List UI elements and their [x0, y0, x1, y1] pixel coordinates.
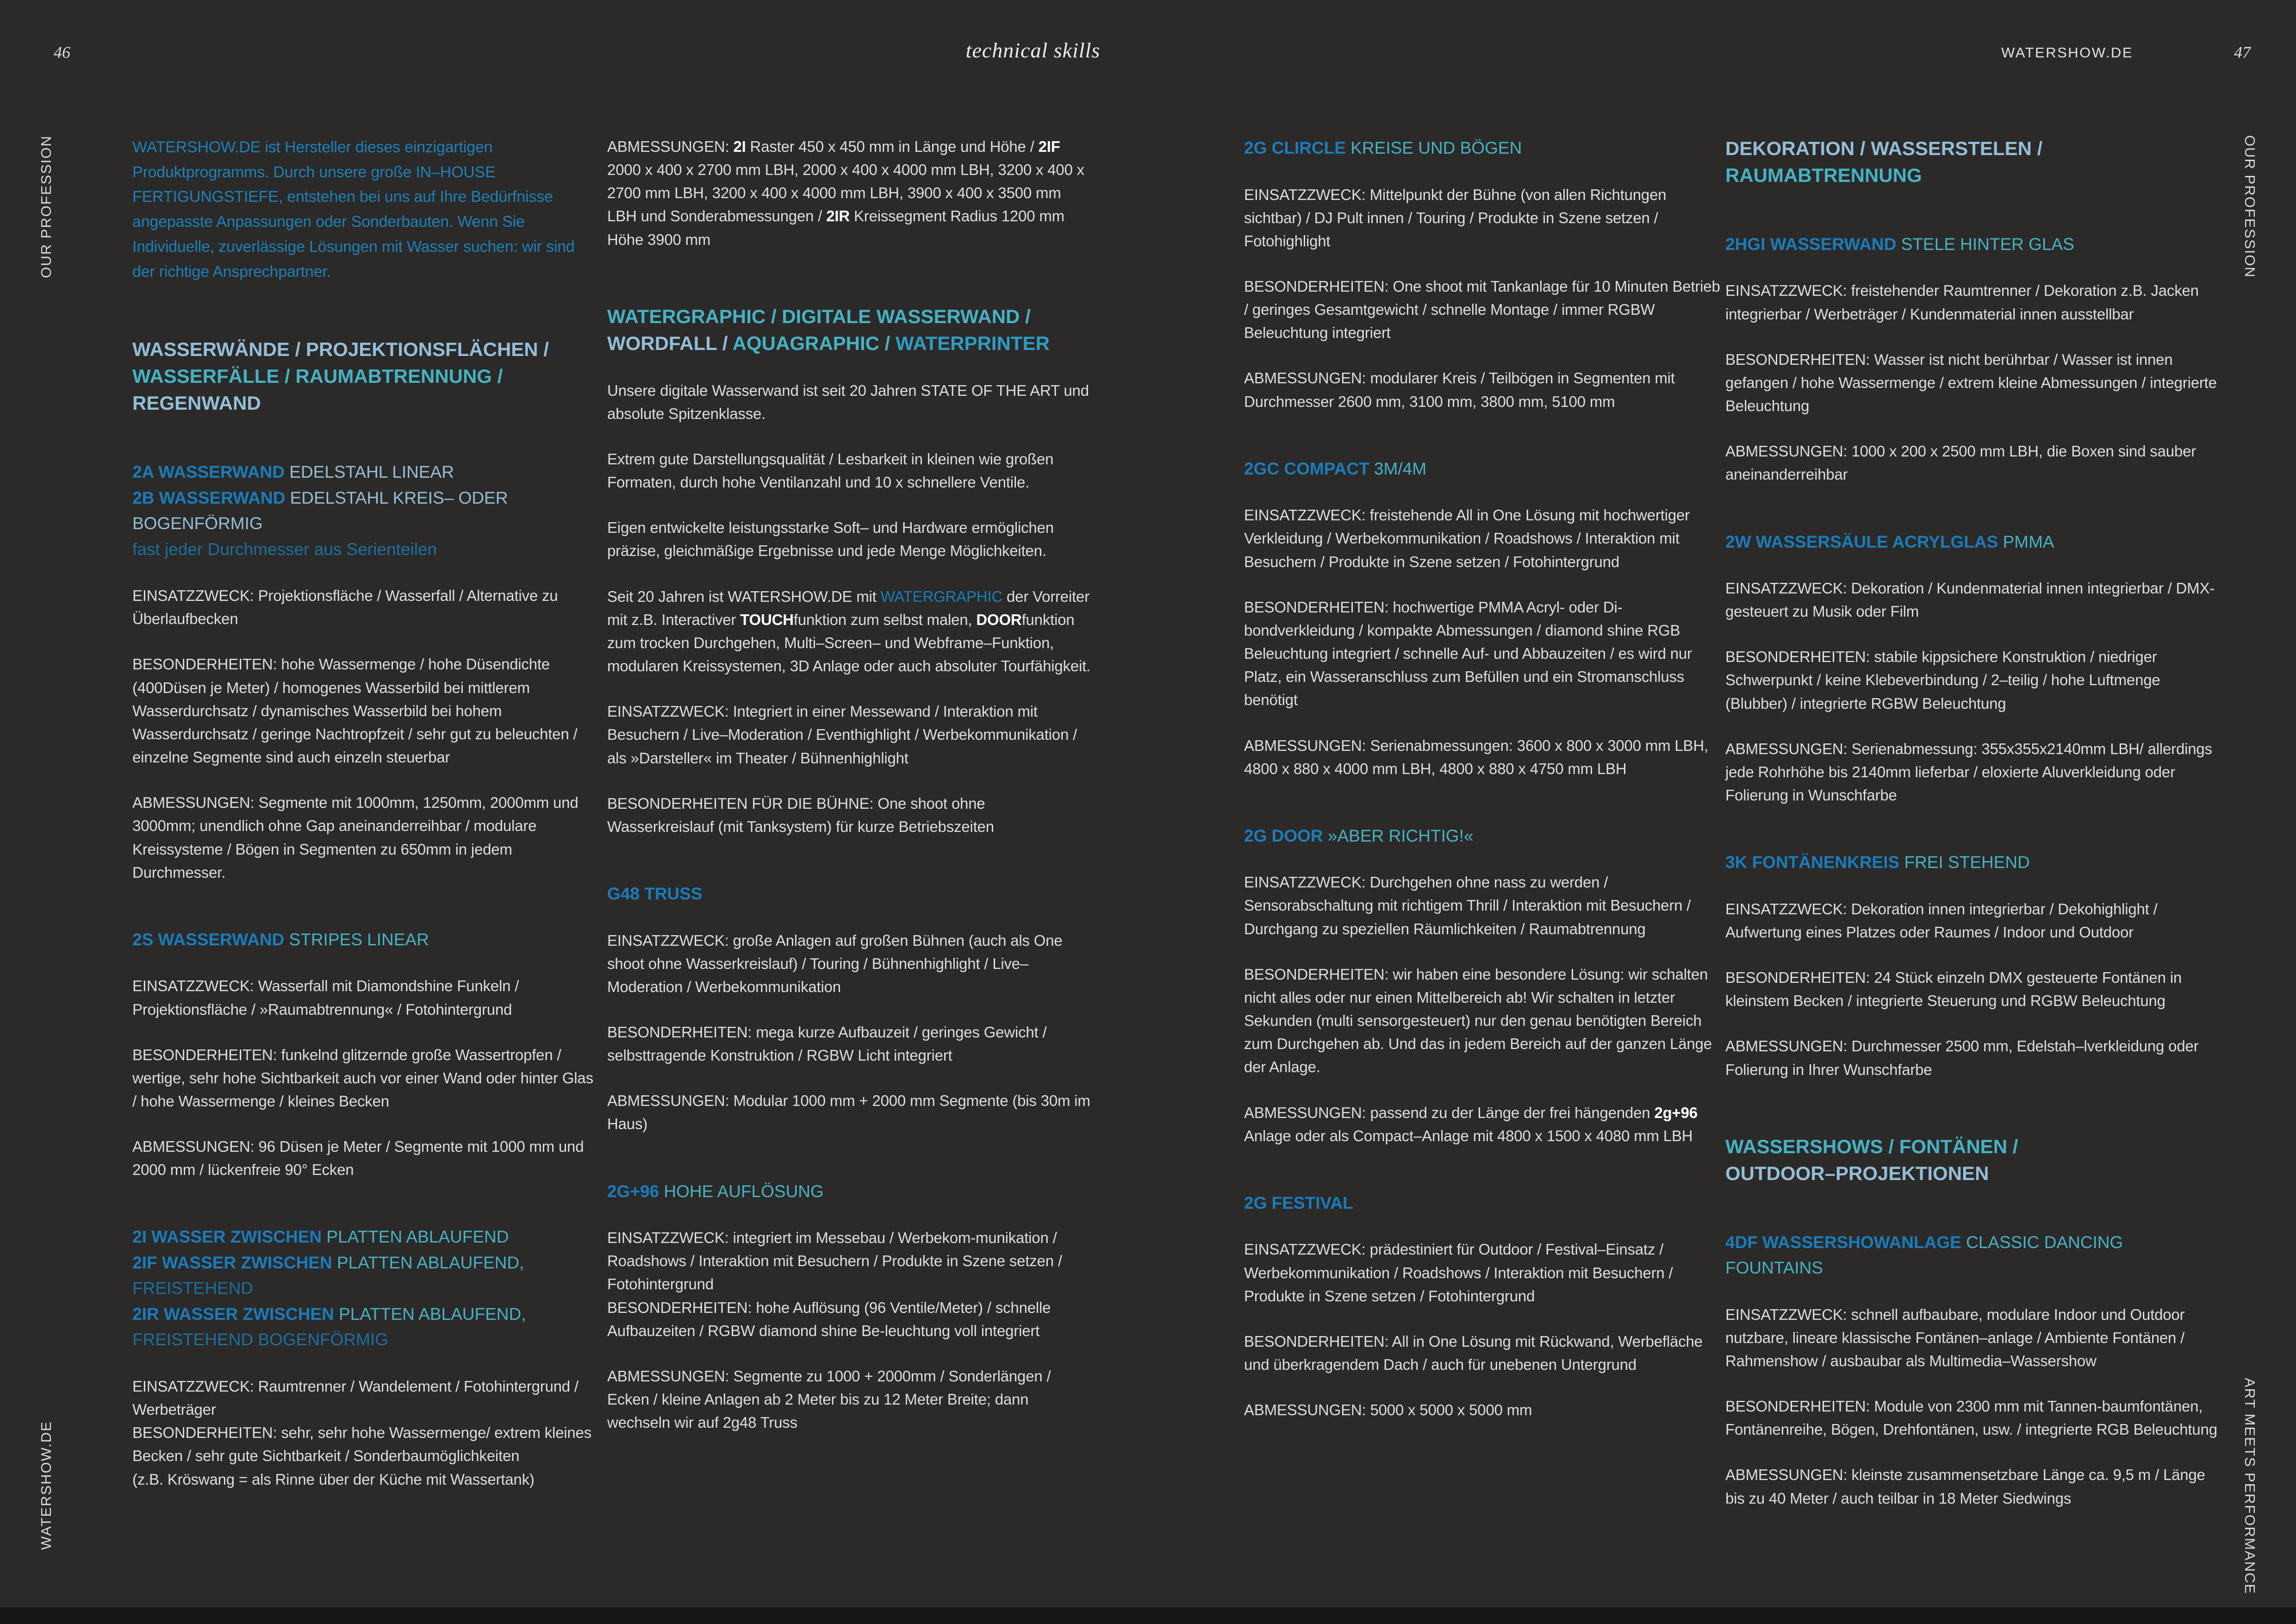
page-number-left: 46: [54, 43, 70, 62]
paragraph: BESONDERHEITEN: sehr, sehr hohe Wassermenge/ extrem kleines Becken / sehr gute Sichtbarkeit / Sonderbaumöglichkeiten: [132, 1424, 592, 1465]
product-heading: [1244, 823, 1726, 849]
product-heading: [132, 459, 595, 562]
section-heading: [132, 336, 595, 417]
paragraph: ABMESSUNGEN: Modular 1000 mm + 2000 mm Segmente (bis 30m im Haus): [607, 1092, 1090, 1133]
heading-line: OUTDOOR–PROJEKTIONEN: [1725, 1162, 1989, 1184]
paragraph: BESONDERHEITEN: wir haben eine besondere Lösung: wir schalten nicht alles oder nur einen Mittelbereich ab! Wir schalten in letzter Sekunden (multi sensorgesteuert) nur den genau benötigten Bereich zum Durchgehen ab. Und das in jedem Bereich auf der ganzen Länge der Anlage.: [1244, 965, 1712, 1076]
heading-line: 2I WASSER ZWISCHEN PLATTEN ABLAUFEND: [132, 1227, 509, 1247]
footer-strip: [0, 1607, 2296, 1624]
rail-left-top: OUR PROFESSION: [38, 135, 54, 278]
paragraph: ABMESSUNGEN: 5000 x 5000 x 5000 mm: [1244, 1401, 1532, 1419]
product-heading: [1244, 135, 1726, 161]
paragraph: ABMESSUNGEN: Segmente mit 1000mm, 1250mm, 2000mm und 3000mm; unendlich ohne Gap aneinanderreihbar / modulare Kreissysteme / Bögen in Segmenten zu 650mm in jedem Durchmesser.: [132, 794, 579, 881]
paragraph: BESONDERHEITEN: All in One Lösung mit Rückwand, Werbefläche und überkragendem Dach / auch für unebenen Untergrund: [1244, 1332, 1703, 1373]
heading-line: 2HGI WASSERWAND STELE HINTER GLAS: [1725, 234, 2074, 254]
section-heading: [1725, 135, 2224, 189]
paragraph: BESONDERHEITEN FÜR DIE BÜHNE: One shoot ohne Wasserkreislauf (mit Tanksystem) für kurze Betriebszeiten: [607, 794, 994, 835]
heading-line: BOGENFÖRMIG: [132, 514, 263, 533]
paragraph: ABMESSUNGEN: Durchmesser 2500 mm, Edelstah–lverkleidung oder Folierung in Ihrer Wunschfarbe: [1725, 1037, 2199, 1078]
heading-line: RAUMABTRENNUNG: [1725, 164, 1922, 186]
section-heading: [607, 303, 1094, 357]
paragraph: EINSATZZWECK: Wasserfall mit Diamondshine Funkeln / Projektionsfläche / »Raumabtrennung« / Fotohintergrund: [132, 977, 519, 1018]
heading-line: WASSERFÄLLE / RAUMABTRENNUNG /: [132, 365, 503, 387]
heading-line: 2W WASSERSÄULE ACRYLGLAS PMMA: [1725, 532, 2054, 551]
paragraph: EINSATZZWECK: schnell aufbaubare, modulare Indoor und Outdoor nutzbare, lineare klassische Fontänen–anlage / Ambiente Fontänen / Rahmenshow / ausbaubar als Multimedia–Wassershow: [1725, 1305, 2185, 1369]
heading-line: 2GC COMPACT 3M/4M: [1244, 459, 1427, 478]
column-4: [1725, 135, 2224, 1510]
heading-line: 2G FESTIVAL: [1244, 1193, 1353, 1212]
product-heading: [1725, 529, 2224, 555]
paragraph: EINSATZZWECK: Projektionsfläche / Wasserfall / Alternative zu Überlaufbecken: [132, 587, 558, 628]
heading-line: G48 TRUSS: [607, 884, 703, 904]
page-number-right: 47: [2234, 43, 2251, 62]
paragraph: ABMESSUNGEN: passend zu der Länge der frei hängenden 2g+96 Anlage oder als Compact–Anlage mit 4800 x 1500 x 4080 mm LBH: [1244, 1104, 1698, 1144]
rail-left-bottom: WATERSHOW.DE: [38, 1421, 54, 1550]
paragraph: BESONDERHEITEN: One shoot mit Tankanlage für 10 Minuten Betrieb / geringes Gesamtgewicht / schnelle Montage / immer RGBW Beleuchtung integriert: [1244, 277, 1720, 342]
rail-right-top: OUR PROFESSION: [2242, 135, 2258, 278]
column-1: [132, 135, 595, 1491]
heading-line: WORDFALL / AQUAGRAPHIC / WATERPRINTER: [607, 332, 1050, 354]
heading-line: 3K FONTÄNENKREIS FREI STEHEND: [1725, 853, 2030, 872]
paragraph: (z.B. Kröswang = als Rinne über der Küche mit Wassertank): [132, 1470, 535, 1488]
paragraph: EINSATZZWECK: große Anlagen auf großen Bühnen (auch als One shoot ohne Wasserkreislauf) / Touring / Bühnenhighlight / Live–Moderation / Werbekommunikation: [607, 931, 1063, 995]
product-heading: [1725, 1230, 2224, 1281]
paragraph: BESONDERHEITEN: hochwertige PMMA Acryl- oder Di-bondverkleidung / kompakte Abmessungen / diamond shine RGB Beleuchtung integriert / schnelle Auf- und Abbauzeiten / es wird nur Platz, ein Wasseranschluss zum Befüllen und ein Stromanschluss benötigt: [1244, 598, 1692, 709]
heading-line: 2A WASSERWAND EDELSTAHL LINEAR: [132, 462, 454, 482]
heading-line: WASSERWÄNDE / PROJEKTIONSFLÄCHEN /: [132, 338, 549, 361]
product-heading: [1725, 849, 2224, 875]
paragraph: Extrem gute Darstellungsqualität / Lesbarkeit in kleinen wie großen Formaten, durch hohe Ventilanzahl und 10 x schnellere Ventile.: [607, 450, 1054, 491]
paragraph: ABMESSUNGEN: Segmente zu 1000 + 2000mm / Sonderlängen / Ecken / kleine Anlagen ab 2 Meter bis zu 12 Meter Breite; dann wechseln wir auf 2g48 Truss: [607, 1367, 1051, 1431]
heading-line: 4DF WASSERSHOWANLAGE CLASSIC DANCING FOUNTAINS: [1725, 1232, 2123, 1278]
paragraph: ABMESSUNGEN: Serienabmessung: 355x355x2140mm LBH/ allerdings jede Rohrhöhe bis 2140mm lieferbar / eloxierte Aluverkleidung oder Folierung in Wunschfarbe: [1725, 740, 2212, 804]
paragraph: BESONDERHEITEN: funkelnd glitzernde große Wassertropfen / wertige, sehr hohe Sichtbarkeit auch vor einer Wand oder hinter Glas / hohe Wassermenge / kleines Becken: [132, 1046, 593, 1110]
paragraph: EINSATZZWECK: Dekoration innen integrierbar / Dekohighlight / Aufwertung eines Platzes oder Raumes / Indoor und Outdoor: [1725, 900, 2158, 941]
product-heading: [607, 881, 1094, 907]
section-heading: [1725, 1133, 2224, 1187]
paragraph: ABMESSUNGEN: kleinste zusammensetzbare Länge ca. 9,5 m / Länge bis zu 40 Meter / auch teilbar in 18 Meter Siedwings: [1725, 1466, 2205, 1507]
paragraph: EINSATZZWECK: integriert im Messebau / Werbekom-munikation / Roadshows / Interaktion mit Besuchern / Produkte in Szene setzen / Fotohintergrund: [607, 1229, 1062, 1293]
paragraph: BESONDERHEITEN: Module von 2300 mm mit Tannen-baumfontänen, Fontänenreihe, Bögen, Drehfontänen, usw. / integrierte RGB Beleuchtung: [1725, 1398, 2217, 1438]
product-heading: [132, 1224, 595, 1353]
heading-line: WATERGRAPHIC / DIGITALE WASSERWAND /: [607, 305, 1031, 327]
heading-line: DEKORATION / WASSERSTELEN /: [1725, 137, 2043, 159]
paragraph: EINSATZZWECK: Integriert in einer Messewand / Interaktion mit Besuchern / Live–Moderation / Eventhighlight / Werbekommunikation / als »Darsteller« im Theater / Bühnenhighlight: [607, 703, 1077, 767]
paragraph: Eigen entwickelte leistungsstarke Soft– und Hardware ermöglichen präzise, gleichmäßige Ergebnisse und jede Menge Möglichkeiten.: [607, 519, 1054, 560]
heading-line: 2IF WASSER ZWISCHEN PLATTEN ABLAUFEND,: [132, 1253, 524, 1272]
product-heading: [607, 1179, 1094, 1205]
paragraph: BESONDERHEITEN: Wasser ist nicht berührbar / Wasser ist innen gefangen / hohe Wassermenge / extrem kleine Abmessungen / integrierte Beleuchtung: [1725, 350, 2217, 415]
rail-right-bottom: ART MEETS PERFORMANCE: [2242, 1377, 2258, 1594]
heading-line: fast jeder Durchmesser aus Serienteilen: [132, 539, 437, 559]
product-heading: [1244, 456, 1726, 482]
paragraph: EINSATZZWECK: freistehende All in One Lösung mit hochwertiger Verkleidung / Werbekommunikation / Roadshows / Interaktion mit Besuchern / Produkte in Szene setzen / Fotohintergrund: [1244, 506, 1690, 570]
paragraph: Unsere digitale Wasserwand ist seit 20 Jahren STATE OF THE ART und absolute Spitzenklasse.: [607, 381, 1089, 422]
column-3: [1244, 135, 1726, 1422]
paragraph: ABMESSUNGEN: 96 Düsen je Meter / Segmente mit 1000 mm und 2000 mm / lückenfreie 90° Ecken: [132, 1138, 584, 1179]
paragraph: EINSATZZWECK: Durchgehen ohne nass zu werden / Sensorabschaltung mit richtigem Thrill / Interaktion mit Besuchern / Durchgang zu speziellen Räumlichkeiten / Raumabtrennung: [1244, 874, 1691, 937]
product-heading: [1244, 1190, 1726, 1216]
paragraph: EINSATZZWECK: prädestiniert für Outdoor / Festival–Einsatz / Werbekommunikation / Roadshows / Interaktion mit Besuchern / Produkte in Szene setzen / Fotohintergrund: [1244, 1241, 1673, 1305]
heading-line: REGENWAND: [132, 392, 261, 414]
paragraph: EINSATZZWECK: Dekoration / Kundenmaterial innen integrierbar / DMX-gesteuert zu Musik oder Film: [1725, 580, 2215, 620]
heading-line: 2G DOOR »ABER RICHTIG!«: [1244, 826, 1474, 845]
paragraph: EINSATZZWECK: Raumtrenner / Wandelement / Fotohintergrund / Werbeträger: [132, 1377, 579, 1418]
paragraph: BESONDERHEITEN: mega kurze Aufbauzeit / geringes Gewicht / selbsttragende Konstruktion / RGBW Licht integriert: [607, 1024, 1047, 1064]
paragraph: EINSATZZWECK: freistehender Raumtrenner / Dekoration z.B. Jacken integrierbar / Werbeträger / Kundenmaterial innen ausstellbar: [1725, 282, 2199, 323]
heading-line: FREISTEHEND BOGENFÖRMIG: [132, 1330, 388, 1349]
paragraph: ABMESSUNGEN: modularer Kreis / Teilbögen in Segmenten mit Durchmesser 2600 mm, 3100 mm, 3800 mm, 5100 mm: [1244, 369, 1675, 410]
heading-line: FREISTEHEND: [132, 1279, 254, 1298]
page-title: technical skills: [965, 38, 1101, 62]
product-heading: [132, 927, 595, 953]
paragraph: BESONDERHEITEN: hohe Wassermenge / hohe Düsendichte (400Düsen je Meter) / homogenes Wasserbild bei mittlerem Wasserdurchsatz / dynamisches Wasserbild bei hohem Wasserdurchsatz / geringe Nachtropfzeit / sehr gut zu beleuchten / einzelne Segmente sind auch einzeln steuerbar: [132, 656, 578, 766]
heading-line: WASSERSHOWS / FONTÄNEN /: [1725, 1135, 2018, 1157]
heading-line: 2S WASSERWAND STRIPES LINEAR: [132, 930, 429, 949]
paragraph: EINSATZZWECK: Mittelpunkt der Bühne (von allen Richtungen sichtbar) / DJ Pult innen / Touring / Produkte in Szene setzen / Fotohighlight: [1244, 186, 1667, 250]
paragraph: ABMESSUNGEN: 1000 x 200 x 2500 mm LBH, die Boxen sind sauber aneinanderreihbar: [1725, 443, 2196, 483]
paragraph: BESONDERHEITEN: stabile kippsichere Konstruktion / niedriger Schwerpunkt / keine Klebeverbindung / 2–teilig / hohe Luftmenge (Blubber) / integrierte RGBW Beleuchtung: [1725, 648, 2160, 712]
intro-paragraph: WATERSHOW.DE ist Hersteller dieses einzigartigen Produktprogramms. Durch unsere große IN–HOUSE FERTIGUNGSTIEFE, entstehen bei uns auf Ihre Bedürfnisse angepasste Anpassungen oder Sonderbauten. Wenn Sie Individuelle, zuverlässige Lösungen mit Wasser suchen: wir sind der richtige Ansprechpartner.: [132, 138, 575, 281]
paragraph: ABMESSUNGEN: Serienabmessungen: 3600 x 800 x 3000 mm LBH, 4800 x 880 x 4000 mm LBH, 4800 x 880 x 4750 mm LBH: [1244, 737, 1708, 777]
paragraph: Seit 20 Jahren ist WATERSHOW.DE mit WATERGRAPHIC der Vorreiter mit z.B. Interactiver TOUCHfunktion zum selbst malen, DOORfunktion zum trocken Durchgehen, Multi–Screen– und Webframe–Funktion, modularen Kreissystemen, 3D Anlage oder auch absoluter Tourfähigkeit.: [607, 587, 1091, 675]
paragraph: BESONDERHEITEN: 24 Stück einzeln DMX gesteuerte Fontänen in kleinstem Becken / integrierte Steuerung und RGBW Beleuchtung: [1725, 969, 2182, 1010]
column-2: [607, 135, 1094, 1434]
heading-line: 2B WASSERWAND EDELSTAHL KREIS– ODER: [132, 488, 508, 507]
site-label: WATERSHOW.DE: [2001, 44, 2133, 61]
paragraph: ABMESSUNGEN: 2I Raster 450 x 450 mm in Länge und Höhe / 2IF 2000 x 400 x 2700 mm LBH, 2000 x 400 x 4000 mm LBH, 3200 x 400 x 2700 mm LBH, 3200 x 400 x 4000 mm LBH, 3900 x 400 x 3500 mm LBH und Sonderabmessungen / 2IR Kreissegment Radius 1200 mm Höhe 3900 mm: [607, 138, 1084, 248]
heading-line: 2G+96 HOHE AUFLÖSUNG: [607, 1181, 824, 1201]
paragraph: BESONDERHEITEN: hohe Auflösung (96 Ventile/Meter) / schnelle Aufbauzeiten / RGBW diamond shine Be-leuchtung voll integriert: [607, 1299, 1051, 1339]
heading-line: 2G CLIRCLE KREISE UND BÖGEN: [1244, 138, 1522, 157]
heading-line: 2IR WASSER ZWISCHEN PLATTEN ABLAUFEND,: [132, 1304, 526, 1324]
product-heading: [1725, 231, 2224, 257]
